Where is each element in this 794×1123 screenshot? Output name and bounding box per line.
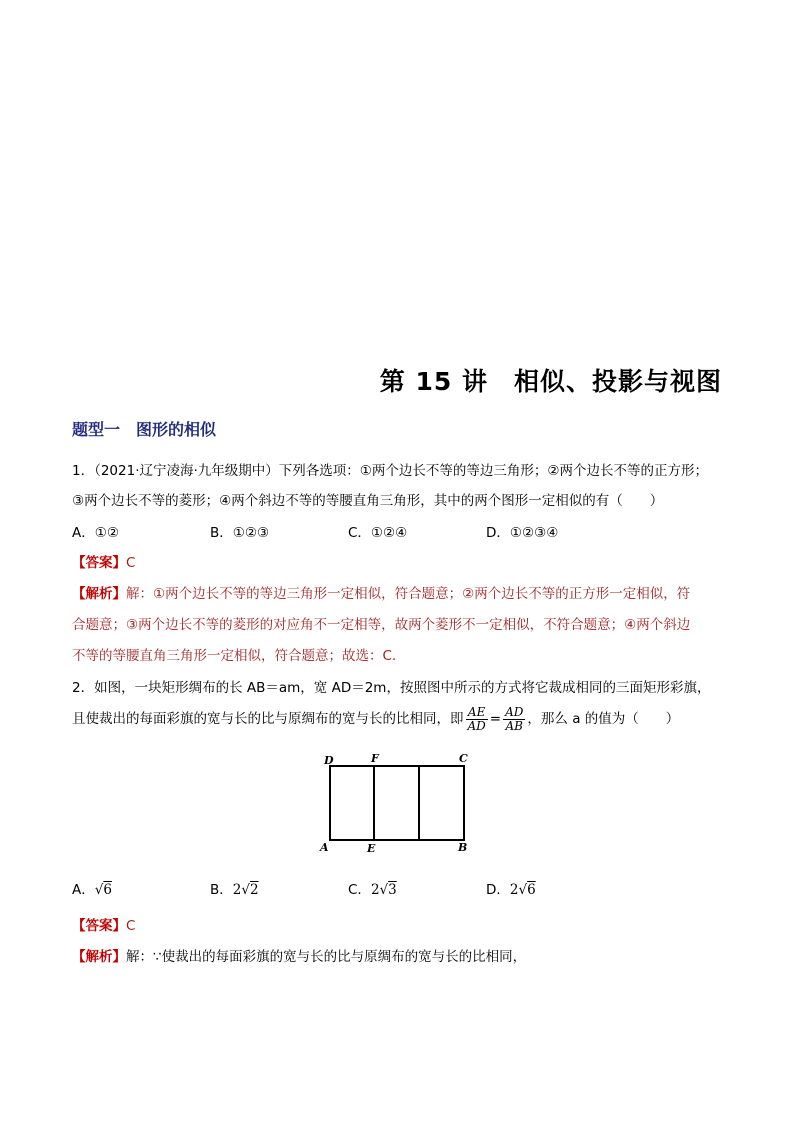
answer-value: C — [126, 555, 136, 571]
label-a: A — [320, 841, 329, 854]
sqrt-symbol: √6 — [94, 882, 112, 898]
analysis-text: 解：①两个边长不等的等边三角形一定相似，符合题意；②两个边长不等的正方形一定相似，符 — [126, 586, 691, 602]
sqrt-symbol: √3 — [379, 882, 397, 898]
analysis-label: 【解析】 — [72, 949, 126, 965]
label-c: C — [459, 752, 468, 765]
page-title: 第 15 讲 相似、投影与视图 — [379, 367, 722, 396]
q1-option-d: D．①②③④ — [486, 525, 559, 541]
fraction-ae-ad — [466, 706, 488, 733]
fraction-denominator: AD — [467, 718, 486, 733]
q1-line-1: 1．（2021·辽宁凌海·九年级期中）下列各选项：①两个边长不等的等边三角形；②两个边长不等的正方形； — [72, 463, 708, 479]
q1-analysis-line-1 — [72, 582, 690, 602]
q2-line-1: 2．如图，一块矩形绸布的长 AB＝am，宽 AD＝2m，按照图中所示的方式将它裁成相同的三面矩形彩旗， — [72, 680, 711, 696]
fraction-numerator: AD — [505, 704, 524, 719]
label-b: B — [458, 841, 468, 854]
q2-option-b: B．2√2 — [210, 882, 259, 898]
sqrt-symbol: √2 — [241, 882, 259, 898]
label-f: F — [371, 752, 379, 765]
q2-line-2 — [72, 703, 679, 735]
answer-value: C — [126, 918, 136, 934]
q2-line-2-pre: 且使裁出的每面彩旗的宽与长的比与原绸布的宽与长的比相同，即 — [72, 711, 464, 727]
equals-sign: = — [489, 711, 502, 727]
label-e: E — [367, 842, 376, 855]
answer-label: 【答案】 — [72, 918, 126, 934]
q2-analysis — [72, 945, 526, 965]
q1-analysis-line-2: 合题意；③两个边长不等的菱形的对应角不一定相等，故两个菱形不一定相似，不符合题意；④两个斜边 — [72, 617, 691, 633]
q2-option-c: C．2√3 — [348, 882, 397, 898]
q1-line-2: ③两个边长不等的菱形；④两个斜边不等的等腰直角三角形，其中的两个图形一定相似的有（ ） — [72, 493, 664, 509]
analysis-label: 【解析】 — [72, 586, 126, 602]
q2-answer — [72, 914, 135, 934]
fraction-denominator: AB — [505, 718, 523, 733]
q1-option-b: B．①②③ — [210, 525, 270, 541]
q2-line-2-post: ，那么 a 的值为（ ） — [527, 711, 680, 727]
label-d: D — [324, 754, 334, 767]
q2-option-d: D．2√6 — [486, 882, 536, 898]
fraction-ad-ab — [503, 706, 525, 733]
answer-label: 【答案】 — [72, 555, 126, 571]
sqrt-symbol: √6 — [518, 882, 536, 898]
outer-rectangle — [330, 766, 464, 840]
rectangle-diagram — [318, 748, 478, 858]
fraction-numerator: AE — [466, 706, 488, 720]
q2-option-a: A．√6 — [72, 882, 112, 898]
q1-analysis-line-3: 不等的等腰直角三角形一定相似，符合题意；故选：C. — [72, 648, 397, 664]
q1-option-c: C．①②④ — [348, 525, 408, 541]
q1-option-a: A．①② — [72, 525, 119, 541]
q1-answer — [72, 551, 135, 571]
section-heading: 题型一 图形的相似 — [72, 420, 217, 439]
analysis-text: 解：∵使裁出的每面彩旗的宽与长的比与原绸布的宽与长的比相同， — [126, 949, 527, 965]
